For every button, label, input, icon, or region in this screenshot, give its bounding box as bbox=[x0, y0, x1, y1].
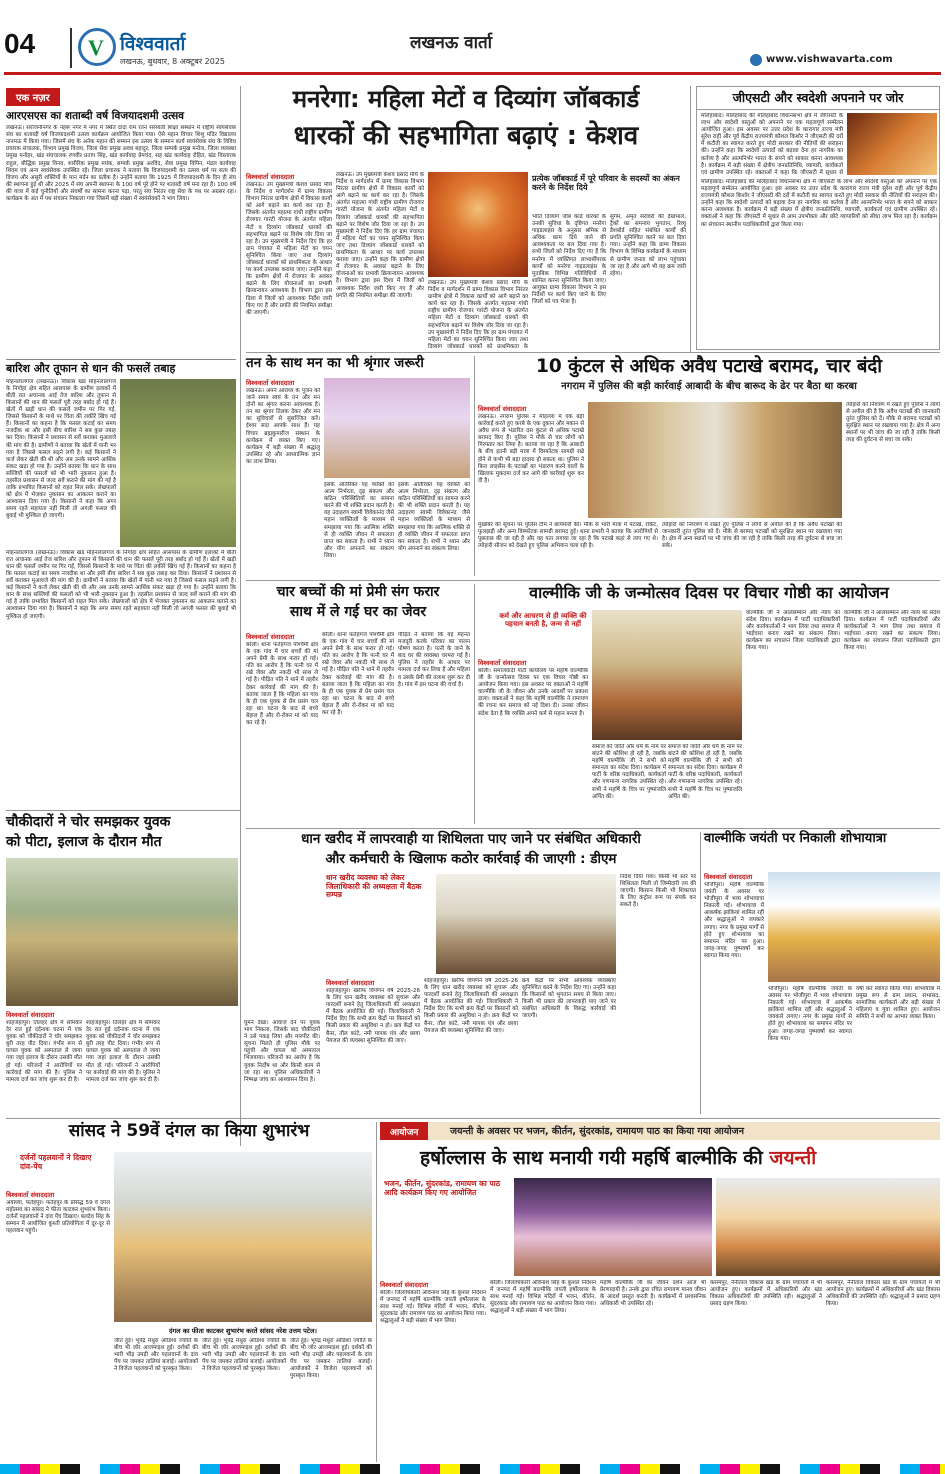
firecracker-body-col3: त्योहारों को नियंत्रण में रखते हुए पुलिस ने लोगों से अपील की है कि अवैध पटाखों की जानकारी तुरंत पुलिस को दें। मौके से बरामद पटाखों को सुरक्षित स्थान पर रखवाया गया है। क्षेत्र में अन्य स्थानों पर भी जांच की जा रही है ताकि किसी तरह की दुर्घटना से बचा जा सके। bbox=[662, 522, 842, 550]
procession-headline: वाल्मीकि जयंती पर निकाली शोभायात्रा bbox=[704, 831, 887, 846]
speaker-photo bbox=[847, 113, 937, 175]
valmiki-seminar-body-col4: वाल्मीकि जी ने आलसम्मान और न्याय का संदेश दिया। कार्यक्रम में पार्टी पदाधिकारियों और कार्यकर्ताओं ने भाग लिया तथा समाज में भाईचारा बनाए रखने का संकल्प लिया। कार्यक्रम का संचालन जिला पदाधिकारी द्वारा किया गया। bbox=[746, 610, 840, 652]
procession-photo bbox=[768, 872, 940, 982]
seized-crackers-photo bbox=[588, 402, 842, 518]
sidebar-story2-headline: बारिश और तूफान से धान की फसलें तबाह bbox=[6, 359, 236, 376]
firecracker-body-col4: त्योहारों को नियंत्रण में रखते हुए पुलिस ने लोगों से अपील की है कि अवैध पटाखों की जानकारी तुरंत पुलिस को दें। मौके से बरामद पटाखों को सुरक्षित स्थान पर रखवाया गया है। क्षेत्र में अन्य स्थानों पर भी जांच की जा रही है ताकि किसी तरह की दुर्घटना से बचा जा सके। bbox=[846, 402, 940, 444]
masthead-rule bbox=[4, 72, 941, 75]
crowd-photo bbox=[514, 1178, 712, 1276]
tan-body-col1: लखनऊ। अपने आराध्य के पूजन को जाने समय स्वयं के तन और मन दोनों का श्रृंगार करना आवश्यक है। तन का श्रृंगार तिलक देकर और मन का सुविचारों से सुसज्जित करें। ईश्वर सदा आपके साथ हैं। यह विचार ब्रह्मकुमारीज संस्थान के कार्यक्रम में व्यक्त किए गए। कार्यक्रम में बड़ी संख्या में श्रद्धालु उपस्थित रहे और आध्यात्मिक ज्ञान का लाभ लिया। bbox=[246, 388, 320, 465]
sidebar-label: एक नज़र bbox=[6, 88, 60, 106]
watchmen-byline: विश्ववार्ता संवाददाता bbox=[6, 1011, 55, 1019]
wrestling-body-col3: जीत हुई। भूपेंद्र मथुरा ओडिशा ज्योति के बीच भी जोर आजमाइश हुई। दर्शकों की भारी भीड़ उमड़ी और पहलवानों के दांव पेंच पर जमकर तालियां बजाईं। आयोजकों ने विजेता पहलवानों को पुरस्कृत किया। bbox=[202, 1338, 286, 1373]
jayanti-headline-accent: जयन्ती bbox=[769, 1147, 817, 1169]
lead-body-col1: लखनऊ। उप मुख्यमंत्री केशव प्रसाद मौर्य के निर्देश व मार्गदर्शन में ग्राम्य विकास विभाग निरंतर ग्रामीण क्षेत्रों में विकास कार्यों को आगे बढ़ाने का कार्य कर रहा है। जिसके अंतर्गत महात्मा गांधी राष्ट्रीय ग्रामीण रोजगार गारंटी योजना के अंतर्गत महिला मेटों व दिव्यांग जॉबकार्ड धारकों की सहभागिता बढ़ाने पर विशेष जोर दिया जा रहा है। उप मुख्यमंत्री ने निर्देश दिए कि हर ग्राम पंचायत में महिला मेटों का चयन सुनिश्चित किया जाए तथा दिव्यांग जॉबकार्ड धारकों को प्राथमिकता के आधार पर कार्य उपलब्ध कराया जाए। उन्होंने कहा कि ग्रामीण क्षेत्रों में रोजगार के अवसर बढ़ाने के लिए योजनाओं का प्रभावी क्रियान्वयन आवश्यक है। विभाग द्वारा इस दिशा में जिलों को आवश्यक निर्देश जारी किए गए हैं और प्रगति की नियमित समीक्षा की जाएगी। bbox=[246, 182, 332, 316]
sidebar bbox=[6, 86, 236, 806]
dm-meeting-photo bbox=[436, 874, 616, 974]
jayanti-body-col3: महर्षि वाल्मीकि जी का जीवन दर्शन आज भी प्रेरणादायी है। उनके द्वारा रचित रामायण मानव जीवन के आदर्श प्रस्तुत करती है। कार्यक्रमों में प्रशासनिक अधिकारी भी उपस्थित रहे। bbox=[600, 1280, 706, 1308]
wrestling-pullquote: दर्जनों पहलवानों ने दिखाए दांव-पेंच bbox=[20, 1153, 92, 1171]
tan-byline: विश्ववार्ता संवाददाता bbox=[246, 379, 295, 387]
wrestling-body-col1: अयोध्या, फतेहपुर। फतेहपुर के प्रसिद्ध 59 वें दंगल महोत्सव का सांसद ने फीता काटकर शुभारंभ किया। दर्जनों पहलवानों ने दांव पेंच दिखाए। बलदेव सिंह के सम्मान में आयोजित कुश्ती प्रतियोगिता में दूर-दूर से पहलवान पहुंचे। bbox=[6, 1200, 110, 1235]
ribbon-cutting-photo bbox=[114, 1152, 372, 1322]
temple-photo bbox=[716, 1178, 940, 1276]
paddy-pullquote: धान खरीद व्यवस्था को लेकर जिलाधिकारी की अध्यक्षता में बैठक सम्पन्न bbox=[326, 873, 422, 900]
jayanti-tag: आयोजन bbox=[380, 1122, 428, 1140]
watchmen-body-col3: घूमने देखा। आवाज देने पर युवक भाग निकला, जिसके बाद चौकीदारों ने उसे पकड़ लिया और मारपीट की। सूचना मिलते ही पुलिस मौके पर पहुंची और घायल को अस्पताल भिजवाया। परिजनों का आरोप है कि युवक निर्दोष था और किसी काम से जा रहा था। पुलिस अधिकारियों ने निष्पक्ष जांच का आश्वासन दिया है। bbox=[244, 1020, 320, 1083]
tan-story bbox=[246, 356, 470, 576]
page-number-divider bbox=[70, 28, 72, 68]
paddy-headline-line2: और कर्मचारी के खिलाफ कठोर कार्रवाई की जाएगी : डीएम bbox=[325, 850, 617, 867]
lead-pullquote: प्रत्येक जॉबकार्ड में पूरे परिवार के सदस्यों का अंकन करने के निर्देश दिये bbox=[532, 174, 680, 193]
valmiki-seminar-story bbox=[478, 584, 940, 824]
wrestling-byline: विश्ववार्ता संवाददाता bbox=[6, 1191, 55, 1199]
brand-name: विश्ववार्ता bbox=[120, 33, 186, 55]
jayanti-body-col2: बरेली। जिलाधिकारी अविनाश सिंह के कुशल निर्देशन में जनपद में महर्षि बाल्मीकि जयंती हर्षोल्लास के साथ मनाई गई। विभिन्न मंदिरों में भजन, कीर्तन, सुंदरकांड और रामायण पाठ का आयोजन किया गया। श्रद्धालुओं ने बड़ी संख्या में भाग लिया। bbox=[490, 1280, 596, 1315]
valmiki-seminar-body-col3: समाज को जाति और धर्म के नाम पर बांटने की कोशिश हो रही है, जबकि महर्षि वाल्मीकि जी ने सभी को समानता का संदेश दिया। कार्यक्रम में पार्टी के वरिष्ठ पदाधिकारी, कार्यकर्ता और गणमान्य नागरिक उपस्थित रहे। सभी ने महर्षि के चित्र पर पुष्पांजलि अर्पित की। bbox=[668, 744, 742, 800]
wrestling-body-col2: जीत हुई। भूपेंद्र मथुरा ओडिशा ज्योति के बीच भी जोर आजमाइश हुई। दर्शकों की भारी भीड़ उमड़ी और पहलवानों के दांव पेंच पर जमकर तालियां बजाईं। आयोजकों ने विजेता पहलवानों को पुरस्कृत किया। bbox=[114, 1338, 198, 1373]
gst-story bbox=[696, 86, 940, 350]
procession-body-col1: भोजीपुरा। महर्षि वाल्मीकि जयंती के अवसर पर भोजीपुरा में भव्य शोभायात्रा निकाली गई। शोभायात्रा में आकर्षक झांकियां शामिल रहीं और श्रद्धालुओं ने जयकारे लगाए। नगर के प्रमुख मार्गों से होते हुए शोभायात्रा का समापन मंदिर पर हुआ। जगह-जगह पुष्पवर्षा कर स्वागत किया गया। bbox=[704, 882, 764, 959]
photo-caption: दंगल का फीता काटकर शुभारंभ करते सांसद नरेश उत्तम पटेल। bbox=[169, 1327, 317, 1335]
firecracker-subhead: नगराम में पुलिस की बड़ी कार्रवाई आबादी के बीच बारूद के ढेर पर बैठा था करबा bbox=[561, 381, 857, 393]
watchmen-body-col1: शाहजहांपुर। तिलहर क्षेत्र में सोमवार देर रात हुई दर्दनाक घटना में एक युवक को चौकीदारों ने चोर समझकर बुरी तरह पीट दिया। गंभीर रूप से घायल युवक को अस्पताल ले जाया गया जहां इलाज के दौरान उसकी मौत हो गई। परिजनों ने आरोपियों पर कार्रवाई की मांग की है। पुलिस ने मामला दर्ज कर जांच शुरू कर दी है। bbox=[6, 1020, 82, 1083]
lead-story bbox=[246, 86, 686, 350]
jayanti-pullquote: भजन, कीर्तन, सुंदरकांड, रामायण का पाठ आदि कार्यक्रम किए गए आयोजित bbox=[384, 1179, 501, 1197]
mother-eloped-body-col3: पीड़ित ने बताया कि वह मेहनत मजदूरी करके परिवार का पालन पोषण करता है। पत्नी के जाने के बाद घर की व्यवस्था चरमरा गई है। पुलिस ने तहरीर के आधार पर मामला दर्ज कर लिया है और महिला व उसके प्रेमी की तलाश शुरू कर दी है। गांव में इस घटना की चर्चा है। bbox=[398, 632, 470, 688]
gst-body: मलिहाबाद। मलिहाबाद की मलिहाबाद विधानसभा क्षेत्र में जीएसटी के लाभ और स्वदेशी वस्तुओं को अपनाने पर एक महत्वपूर्ण सम्मेलन आयोजित हुआ। इस अवसर पर उत्तर प्रदेश के कारागार राज्य मंत्री सुरेश राही और पूर्व केंद्रीय राज्यमंत्री कौशल किशोर ने जीएसटी की दरों में कटौती का स्वागत करते हुए मोदी सरकार की नीतियों की सराहना की। उन्होंने कहा कि स्वदेशी उत्पादों को बढ़ावा देना हर नागरिक का कर्तव्य है और आत्मनिर्भर भारत के सपने को साकार करना आवश्यक है। कार्यक्रम में बड़ी संख्या में क्षेत्रीय जनप्रतिनिधि, व्यापारी, कार्यकर्ता एवं ग्रामीण उपस्थित रहे। वक्ताओं ने कहा कि जीएसटी में सुधार से आम उपभोक्ता और छोटे व्यापारियों को सीधा लाभ मिल रहा है। कार्यक्रम का संचालन स्थानीय पदाधिकारियों द्वारा किया गया। bbox=[701, 179, 937, 228]
mother-eloped-body-col2: बरेली। थाना फतेहगंज पश्चिमी क्षेत्र के एक गांव में चार बच्चों की मां अपने प्रेमी के साथ फरार हो गई। पति का आरोप है कि पत्नी घर में रखे जेवर और नकदी भी साथ ले गई है। पीड़ित पति ने थाने में तहरीर देकर कार्रवाई की मांग की है। बताया जाता है कि महिला का गांव के ही एक युवक से प्रेम प्रसंग चल रहा था। घटना के बाद से बच्चे बेहाल हैं और रो-रोकर मां को याद कर रहे हैं। bbox=[322, 632, 394, 717]
tan-headline: तन के साथ मन का भी श्रृंगार जरूरी bbox=[246, 355, 424, 371]
jayanti-body-col1: बरेली। जिलाधिकारी अविनाश सिंह के कुशल निर्देशन में जनपद में महर्षि बाल्मीकि जयंती हर्षोल्लास के साथ मनाई गई। विभिन्न मंदिरों में भजन, कीर्तन, सुंदरकांड और रामायण पाठ का आयोजन किया गया। श्रद्धालुओं ने बड़ी संख्या में भाग लिया। bbox=[380, 1290, 486, 1325]
watchmen-headline-line1: चौकीदारों ने चोर समझकर युवक bbox=[6, 814, 171, 830]
firecracker-story bbox=[478, 356, 940, 576]
procession-byline: विश्ववार्ता संवाददाता bbox=[704, 873, 753, 881]
police-photo bbox=[6, 858, 238, 1006]
paddy-body-col4: निर्देश दिया गया। किसी भी स्तर पर शिथिलता मिली तो जिम्मेदारी तय की जाएगी। किसान किसी भी शिकायत के लिए कंट्रोल रूम पर संपर्क कर सकते हैं। bbox=[620, 874, 696, 909]
jayanti-headline bbox=[420, 1148, 816, 1170]
valmiki-seminar-body-col5: वाल्मीकि जी ने आलसम्मान और न्याय का संदेश दिया। कार्यक्रम में पार्टी पदाधिकारियों और कार्यकर्ताओं ने भाग लिया तथा समाज में भाईचारा बनाए रखने का संकल्प लिया। कार्यक्रम का संचालन जिला पदाधिकारी द्वारा किया गया। bbox=[844, 610, 940, 652]
watchmen-story bbox=[6, 814, 238, 1114]
print-color-strip bbox=[0, 1464, 945, 1474]
section-title: लखनऊ वार्ता bbox=[410, 33, 493, 53]
mother-eloped-story bbox=[246, 584, 470, 824]
valmiki-seminar-pullquote: कर्म और आचरण से ही व्यक्ति की पहचान बनती है, जन्म से नहीं bbox=[499, 612, 587, 629]
lead-body-col2: लखनऊ। उप मुख्यमंत्री केशव प्रसाद मौर्य के निर्देश व मार्गदर्शन में ग्राम्य विकास विभाग निरंतर ग्रामीण क्षेत्रों में विकास कार्यों को आगे बढ़ाने का कार्य कर रहा है। जिसके अंतर्गत महात्मा गांधी राष्ट्रीय ग्रामीण रोजगार गारंटी योजना के अंतर्गत महिला मेटों व दिव्यांग जॉबकार्ड धारकों की सहभागिता बढ़ाने पर विशेष जोर दिया जा रहा है। उप मुख्यमंत्री ने निर्देश दिए कि हर ग्राम पंचायत में महिला मेटों का चयन सुनिश्चित किया जाए तथा दिव्यांग जॉबकार्ड धारकों को प्राथमिकता के आधार पर कार्य उपलब्ध कराया जाए। उन्होंने कहा कि ग्रामीण क्षेत्रों में रोजगार के अवसर बढ़ाने के लिए योजनाओं का प्रभावी क्रियान्वयन आवश्यक है। विभाग द्वारा इस दिशा में जिलों को आवश्यक निर्देश जारी किए गए हैं और प्रगति की नियमित समीक्षा की जाएगी। bbox=[336, 172, 424, 299]
lead-body-col4: भांति दिव्यांग जॉब कार्ड धारकों के उनकी सुविधा के दृष्टिगत मनरेगा गाइडलाइंस के अनुसार श्रमिक से अधिक काम दिये जाने की आवश्यकता पर बल दिया गया है। सभी जिलों को निर्देश दिए गए हैं कि मनरेगा में व्यक्तिगत लाभार्थीपरक कार्यों को मनरेगा गाइडलाइंस के मुताबिक विभिन्न गतिविधियों में शामिल करना सुनिश्चित किया जाए। आयुक्त ग्राम्य विकास विभाग ने इस निर्देशों पर कार्य किए जाने के लिए जिलों को पत्र भेजा है। bbox=[532, 214, 606, 306]
brand-logo-icon: V bbox=[78, 28, 116, 66]
jayanti-headline-main: हर्षोल्लास के साथ मनायी गयी महर्षि बाल्मीकि की bbox=[420, 1147, 770, 1169]
firecracker-body-col2: मुखबिर की सूचना पर पुलिस टीम ने छापेमारी की। मौके से भारी मात्रा में पटाखे, रॉकेट, फुलझड़ी और अन्य विस्फोटक सामग्री बरामद हुई। थाना प्रभारी ने बताया कि आरोपियों से पूछताछ की जा रही है और यह पता लगाया जा रहा है कि पटाखे कहां से लाए गए थे। त्योहारी सीजन को देखते हुए पुलिस अभियान चला रही है। bbox=[478, 522, 658, 550]
sidebar-story1-headline: आरएसएस का शताब्दी वर्ष विजयादशमी उत्सव bbox=[6, 110, 185, 122]
paddy-body-col2: शाहजहांपुर। खरीफ विपणन वर्ष 2025-26 के लिए धान खरीद व्यवस्था को सुचारू और पारदर्शी बनाने हेतु जिलाधिकारी की अध्यक्षता में बैठक आयोजित की गई। जिलाधिकारी ने निर्देश दिए कि सभी क्रय केंद्रों पर किसानों को किसी प्रकार की असुविधा न हो। क्रय केंद्रों पर बैनर, तौल कांटे, नमी मापक यंत्र और छाया पेयजल की व्यवस्था सुनिश्चित की जाए। bbox=[424, 978, 518, 1034]
wrestling-story bbox=[6, 1122, 372, 1462]
valmiki-seminar-body-col1: बरेली। समाजवादी पार्टी कार्यालय पर महर्षि वाल्मीकि जी के जन्मोत्सव दिवस पर एक विचार गोष्ठी का आयोजन किया गया। इस अवसर पर वक्ताओं ने महर्षि वाल्मीकि जी के जीवन और उनके आदर्शों पर प्रकाश डाला। वक्ताओं ने कहा कि महर्षि वाल्मीकि ने रामायण की रचना कर समाज को नई दिशा दी। उनका जीवन संदेश देता है कि व्यक्ति अपने कर्म से महान बनता है। bbox=[478, 668, 588, 717]
mother-eloped-headline-line2: साथ में ले गई घर का जेवर bbox=[289, 604, 427, 621]
jayanti-strip: जयन्ती के अवसर पर भजन, कीर्तन, सुंदरकांड, रामायण पाठ का किया गया आयोजन bbox=[450, 1126, 744, 1137]
sidebar-story2-body: मोहनलालगंज (लखनऊ)। विकास खंड मोहनलालगंज के निगोहां क्षेत्र सहित आसपास के ग्रामीण इलाकों में बीती रात अचानक आई तेज बारिश और तूफान से किसानों की धान की फसलें पूरी तरह बर्बाद हो गई हैं। खेतों में खड़ी धान की फसलें जमीन पर गिर गईं, जिससे किसानों के माथे पर चिंता की लकीरें खिंच गई हैं। किसानों का कहना है कि फसल कटाई का समय नजदीक था और इसी बीच बारिश ने सब कुछ तबाह कर दिया। किसानों ने प्रशासन से सर्वे कराकर मुआवजे की मांग की है। ग्रामीणों ने बताया कि खेतों में पानी भर गया है जिससे फसल सड़ने लगी है। कई किसानों ने कर्ज लेकर खेती की थी और अब उनके सामने आर्थिक संकट खड़ा हो गया है। उन्होंने बताया कि धान के साथ सब्जियों की फसलों को भी भारी नुकसान हुआ है। तहसील प्रशासन से जल्द सर्वे कराने की मांग की गई है ताकि प्रभावित किसानों को राहत मिल सके। लेखपालों को क्षेत्र में भेजकर नुकसान का आकलन कराने का आश्वासन दिया गया है। किसानों ने कहा कि अगर समय रहते सहायता नहीं मिली तो अगली फसल की बुवाई भी मुश्किल हो जाएगी। bbox=[6, 549, 236, 620]
jayanti-body-col4: कसमपुर, नैनीताल विकास खंड के ग्राम पंचायतों में भी आयोजन हुए। कार्यक्रमों में अधिकारियों और खंड विकास अधिकारियों की उपस्थिति रही। श्रद्धालुओं ने प्रसाद ग्रहण किया। bbox=[710, 1280, 822, 1308]
lead-body-col3: लखनऊ। उप मुख्यमंत्री केशव प्रसाद मौर्य के निर्देश व मार्गदर्शन में ग्राम्य विकास विभाग निरंतर ग्रामीण क्षेत्रों में विकास कार्यों को आगे बढ़ाने का कार्य कर रहा है। जिसके अंतर्गत महात्मा गांधी राष्ट्रीय ग्रामीण रोजगार गारंटी योजना के अंतर्गत महिला मेटों व दिव्यांग जॉबकार्ड धारकों की सहभागिता बढ़ाने पर विशेष जोर दिया जा रहा है। उप मुख्यमंत्री ने निर्देश दिए कि हर ग्राम पंचायत में महिला मेटों का चयन सुनिश्चित किया जाए तथा दिव्यांग जॉबकार्ड धारकों को प्राथमिकता के bbox=[428, 280, 528, 350]
jayanti-byline: विश्ववार्ता संवाददाता bbox=[380, 1281, 429, 1289]
mother-eloped-body-col1: बरेली। थाना फतेहगंज पश्चिमी क्षेत्र के एक गांव में चार बच्चों की मां अपने प्रेमी के साथ फरार हो गई। पति का आरोप है कि पत्नी घर में रखे जेवर और नकदी भी साथ ले गई है। पीड़ित पति ने थाने में तहरीर देकर कार्रवाई की मांग की है। बताया जाता है कि महिला का गांव के ही एक युवक से प्रेम प्रसंग चल रहा था। घटना के बाद से बच्चे बेहाल हैं और रो-रोकर मां को याद कर रहे हैं। bbox=[246, 642, 318, 727]
seminar-photo bbox=[592, 610, 742, 740]
paddy-body-col1: शाहजहांपुर। खरीफ विपणन वर्ष 2025-26 के लिए धान खरीद व्यवस्था को सुचारू और पारदर्शी बनाने हेतु जिलाधिकारी की अध्यक्षता में बैठक आयोजित की गई। जिलाधिकारी ने निर्देश दिए कि सभी क्रय केंद्रों पर किसानों को किसी प्रकार की असुविधा न हो। क्रय केंद्रों पर बैनर, तौल कांटे, नमी मापक यंत्र और छाया पेयजल की व्यवस्था सुनिश्चित की जाए। bbox=[326, 988, 420, 1044]
watchmen-headline-line2: को पीटा, इलाज के दौरान मौत bbox=[6, 834, 162, 851]
sidebar-story2-lead: मोहनलालगंज (लखनऊ)। विकास खंड मोहनलालगंज के निगोहां क्षेत्र सहित आसपास के ग्रामीण इलाकों में बीती रात अचानक आई तेज बारिश और तूफान से किसानों की धान की फसलें पूरी तरह बर्बाद हो गई हैं। खेतों में खड़ी धान की फसलें जमीन पर गिर गईं, जिससे किसानों के माथे पर चिंता की लकीरें खिंच गई हैं। किसानों का कहना है कि फसल कटाई का समय नजदीक था और इसी बीच बारिश ने सब कुछ तबाह कर दिया। किसानों ने प्रशासन से सर्वे कराकर मुआवजे की मांग की है। ग्रामीणों ने बताया कि खेतों में पानी भर गया है जिससे फसल सड़ने लगी है। कई किसानों ने कर्ज लेकर खेती की थी और अब उनके सामने आर्थिक संकट खड़ा हो गया है। उन्होंने बताया कि धान के साथ सब्जियों की फसलों को भी भारी नुकसान हुआ है। तहसील प्रशासन से जल्द सर्वे कराने की मांग की गई है ताकि प्रभावित किसानों को राहत मिल सके। लेखपालों को क्षेत्र में भेजकर नुकसान का आकलन कराने का आश्वासन दिया गया है। किसानों ने कहा कि अगर समय रहते सहायता नहीं मिली तो अगली फसल की बुवाई भी मुश्किल हो जाएगी। bbox=[6, 378, 116, 520]
paddy-body-col3: क्रय केंद्रों पर सभी आवश्यक व्यवस्थाएं सुनिश्चित करने के निर्देश दिए गए। उन्होंने कहा कि किसानों को भुगतान समय से किया जाए। किसी भी प्रकार की लापरवाही पाए जाने पर संबंधित अधिकारी के विरुद्ध कार्रवाई की जाएगी। bbox=[522, 978, 616, 1020]
website-url[interactable]: www.vishwavarta.com bbox=[766, 54, 893, 65]
lead-headline-line2: धारकों की सहभागिता बढ़ाएं : केशव bbox=[293, 120, 639, 151]
deputy-cm-photo bbox=[428, 172, 528, 277]
firecracker-body-col1: लखनऊ। नगराम पुलिस ने मोहल्ला में एक बड़ी कार्रवाई करते हुए करबे के एक दुकान और मकान से अवैध रूप से भंडारित दस कुंटल से अधिक पटाखे बरामद किए हैं। पुलिस ने मौके से चार लोगों को गिरफ्तार कर लिया है। बताया जा रहा है कि आबादी के बीच इतनी बड़ी मात्रा में विस्फोटक सामग्री रखे होने से कभी भी बड़ा हादसा हो सकता था। पुलिस ने बिना लाइसेंस के पटाखों का भंडारण करने वालों के खिलाफ मुकदमा दर्ज कर आगे की कार्रवाई शुरू कर दी है। bbox=[478, 414, 584, 484]
jayanti-story bbox=[380, 1122, 940, 1462]
valmiki-seminar-headline: वाल्मीकि जी के जन्मोत्सव दिवस पर विचार गोष्ठी का आयोजन bbox=[529, 583, 889, 602]
lead-headline-line1: मनरेगा: महिला मेटों व दिव्यांग जॉबकार्ड bbox=[292, 85, 640, 113]
page-number: 04 bbox=[4, 28, 36, 59]
procession-body-col3: वर्षा कर स्वागत किया गया। शोभायात्रा में प्रमुख रूप से ग्राम प्रधान, सभासद, सामाजिक कार्यकर्ता और बड़ी संख्या में महिलाएं व युवा शामिल हुए। आयोजन समिति ने सभी का आभार व्यक्त किया। bbox=[856, 986, 940, 1021]
firecracker-byline: विश्ववार्ता संवाददाता bbox=[478, 405, 527, 413]
sidebar-story1-body: लखनऊ। सरोजनीनगर के नेहरू नगर में नगर में स्थित दादा राम रतन सरस्वती शिक्षा संस्थान में राष्ट्रीय स्वयंसेवक संघ का शताब्दी वर्ष विजयादशमी उत्सव कार्यक्रम आयोजित किया गया। ऐसे महान विचार शिशु मंदिर विद्यालय नानमऊ में किया गया। जिसमें संघ के अनेक महान की सम्मान इस उत्सव के सम्मान कार्य स्वयंसेवक संघ के विविध प्रचारक संचालक, विभाग प्रमुख विजय, जिला सेवा प्रमुख अवध बहादुर, जिला सम्पर्क प्रमुख मनोज, जिला व्यवस्था प्रमुख मनोहर, खंड संघचालक रणवीर प्रताप सिंह, खंड कार्यवाह प्रेमचंद, सह खंड कार्यवाह रोहित, खंड विस्तारक राहुल, बौद्धिक प्रमुख विनय, शारीरिक प्रमुख मयंक, सम्पर्क प्रमुख अरविंद, सेवा प्रमुख विपिन, मंडल कार्यवाह शिवम एवं अन्य स्वयंसेवक उपस्थित रहे। जिला प्रचारक ने बताया कि विजयादशमी का उत्सव धर्म पर सत्य की विजय और असुरी शक्तियों के मान मर्दन का प्रतीक है। उन्होंने बताया कि 1925 में विजयादशमी के दिन ही संघ की स्थापना हुई थी और 2025 में संघ अपनी स्थापना के 100 वर्ष पूरे होने पर शताब्दी वर्ष मना रहा है। 100 वर्ष की यात्रा में कई चुनौतियों और संघर्षों का सामना करना पड़ा, परंतु संघ निरंतर राष्ट्र सेवा के पथ पर अग्रसर रहा। कार्यक्रम के अंत में पथ संचलन निकाला गया जिसमें बड़ी संख्या में स्वयंसेवकों ने भाग लिया। bbox=[6, 125, 236, 202]
paddy-byline: विश्ववार्ता संवाददाता bbox=[326, 979, 375, 987]
valmiki-seminar-byline: विश्ववार्ता संवाददाता bbox=[478, 659, 527, 667]
mother-eloped-headline-line1: चार बच्चों की मां प्रेमी संग फरार bbox=[276, 584, 440, 600]
lead-body-col5: सुगम, अमृत सरोवरों की देखभाल, ट्रैकों का समन्वय भुगतान, रिव्यू डैशबोर्ड सहित संबंधित कार्यों की प्रगति सुनिश्चित करने पर बल दिया गया। उन्होंने कहा कि ग्राम्य विकास विभाग के विभिन्न कार्यक्रमों के माध्यम से ग्रामीण जनता को लाभ पहुंचाया जा रहा है और आगे भी यह क्रम जारी रहेगा। bbox=[610, 214, 686, 277]
tan-body-col3: इसके अतिरिक्त यह व्यक्ति को आत्म निर्भरता, दृढ़ संकल्प और कठिन परिस्थितियों का सामना करने की भी शक्ति प्रदान करती है। यह उदाहरण स्वामी विवेकानंद जैसे महान व्यक्तित्वों के माध्यम से समझाया गया कि आत्मिक शक्ति से ही व्यक्ति जीवन में सफलता प्राप्त कर सकता है। सभी ने ध्यान और योग अपनाने का संकल्प लिया। bbox=[398, 482, 470, 552]
paddy-headline-line1: धान खरीद में लापरवाही या शिथिलता पाए जाने पर संबंधित अधिकारी bbox=[301, 831, 641, 847]
masthead bbox=[0, 0, 945, 80]
mother-eloped-byline: विश्ववार्ता संवाददाता bbox=[246, 633, 295, 641]
procession-body-col2: भोजीपुरा। महर्षि वाल्मीकि जयंती के अवसर पर भोजीपुरा में भव्य शोभायात्रा निकाली गई। शोभायात्रा में आकर्षक झांकियां शामिल रहीं और श्रद्धालुओं ने जयकारे लगाए। नगर के प्रमुख मार्गों से होते हुए शोभायात्रा का समापन मंदिर पर हुआ। जगह-जगह पुष्पवर्षा कर स्वागत किया गया। bbox=[768, 986, 852, 1042]
event-photo bbox=[324, 378, 470, 478]
gst-body-top: मलिहाबाद। मलिहाबाद की मलिहाबाद विधानसभा क्षेत्र में जीएसटी के लाभ और स्वदेशी वस्तुओं को अपनाने पर एक महत्वपूर्ण सम्मेलन आयोजित हुआ। इस अवसर पर उत्तर प्रदेश के कारागार राज्य मंत्री सुरेश राही और पूर्व केंद्रीय राज्यमंत्री कौशल किशोर ने जीएसटी की दरों में कटौती का स्वागत करते हुए मोदी सरकार की नीतियों की सराहना की। उन्होंने कहा कि स्वदेशी उत्पादों को बढ़ावा देना हर नागरिक का कर्तव्य है और आत्मनिर्भर भारत के सपने को साकार करना आवश्यक है। कार्यक्रम में बड़ी संख्या में क्षेत्रीय जनप्रतिनिधि, व्यापारी, कार्यकर्ता एवं ग्रामीण उपस्थित रहे। वक्ताओं ने कहा कि जीएसटी में सुधार से bbox=[701, 113, 843, 175]
valmiki-seminar-body-col2: समाज को जाति और धर्म के नाम पर बांटने की कोशिश हो रही है, जबकि महर्षि वाल्मीकि जी ने सभी को समानता का संदेश दिया। कार्यक्रम में पार्टी के वरिष्ठ पदाधिकारी, कार्यकर्ता और गणमान्य नागरिक उपस्थित रहे। सभी ने महर्षि के चित्र पर पुष्पांजलि अर्पित की। bbox=[592, 744, 666, 800]
web-icon bbox=[750, 54, 762, 66]
dateline: लखनऊ, बुधवार, 8 अक्टूबर 2025 bbox=[120, 57, 226, 66]
procession-story bbox=[704, 832, 940, 1114]
crop-damage-photo bbox=[120, 379, 236, 547]
wrestling-headline: सांसद ने 59वें दंगल का किया शुभारंभ bbox=[68, 1121, 310, 1141]
tan-body-col2: इसके अतिरिक्त यह व्यक्ति को आत्म निर्भरता, दृढ़ संकल्प और कठिन परिस्थितियों का सामना करने की भी शक्ति प्रदान करती है। यह उदाहरण स्वामी विवेकानंद जैसे महान व्यक्तित्वों के माध्यम से समझाया गया कि आत्मिक शक्ति से ही व्यक्ति जीवन में सफलता प्राप्त कर सकता है। सभी ने ध्यान और योग अपनाने का संकल्प लिया। bbox=[324, 482, 394, 559]
jayanti-body-col5: कसमपुर, नैनीताल विकास खंड के ग्राम पंचायतों में भी आयोजन हुए। कार्यक्रमों में अधिकारियों और खंड विकास अधिकारियों की उपस्थिति रही। श्रद्धालुओं ने प्रसाद ग्रहण किया। bbox=[826, 1280, 940, 1308]
firecracker-headline: 10 कुंटल से अधिक अवैध पटाखे बरामद, चार बंदी bbox=[535, 356, 883, 377]
gst-headline: जीएसटी और स्वदेशी अपनाने पर जोर bbox=[697, 87, 939, 110]
wrestling-body-col4: जीत हुई। भूपेंद्र मथुरा ओडिशा ज्योति के बीच भी जोर आजमाइश हुई। दर्शकों की भारी भीड़ उमड़ी और पहलवानों के दांव पेंच पर जमकर तालियां बजाईं। आयोजकों ने विजेता पहलवानों को पुरस्कृत किया। bbox=[290, 1338, 372, 1380]
lead-byline: विश्ववार्ता संवाददाता bbox=[246, 173, 295, 181]
paddy-story bbox=[246, 832, 696, 1114]
watchmen-body-col2: शाहजहांपुर। तिलहर क्षेत्र में सोमवार देर रात हुई दर्दनाक घटना में एक युवक को चौकीदारों ने चोर समझकर बुरी तरह पीट दिया। गंभीर रूप से घायल युवक को अस्पताल ले जाया गया जहां इलाज के दौरान उसकी मौत हो गई। परिजनों ने आरोपियों पर कार्रवाई की मांग की है। पुलिस ने मामला दर्ज कर जांच शुरू कर दी है। bbox=[86, 1020, 160, 1083]
